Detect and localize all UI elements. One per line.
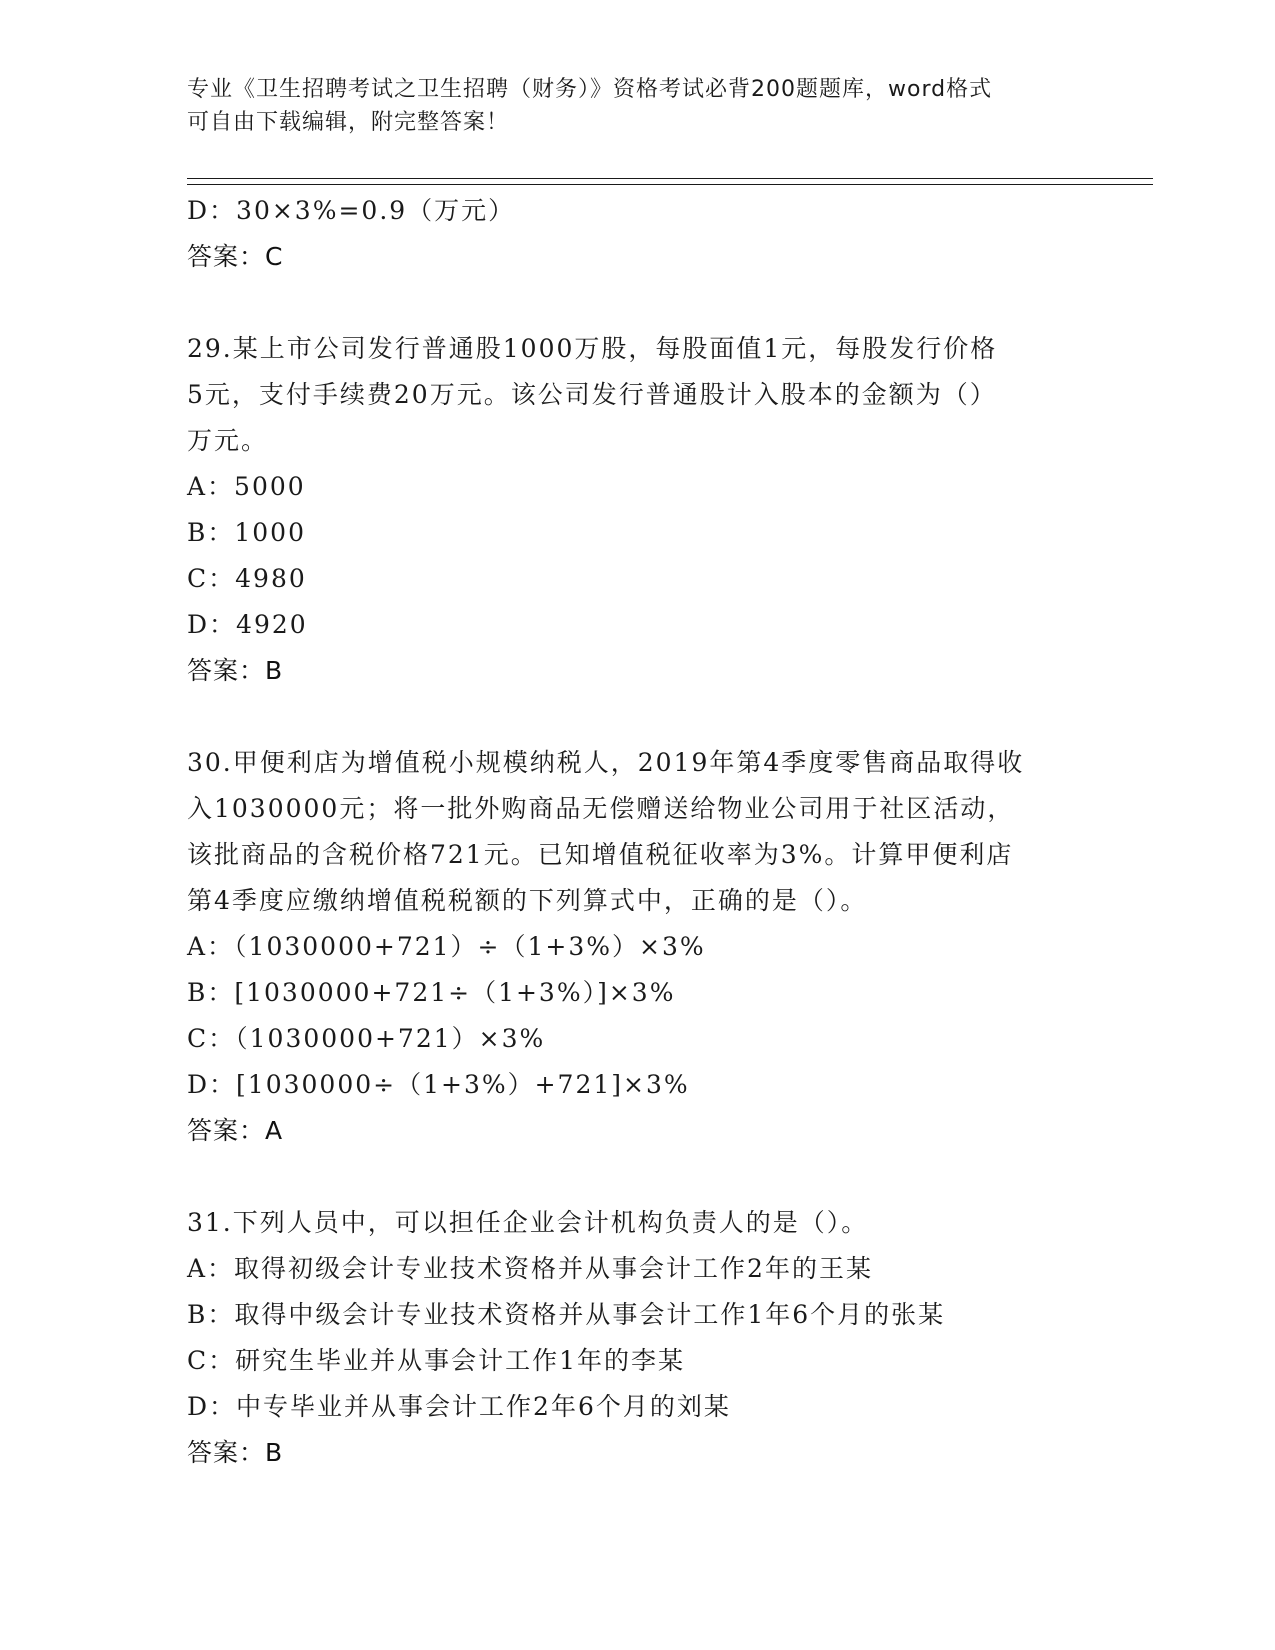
option-c: C：研究生毕业并从事会计工作1年的李某 [187, 1346, 686, 1375]
question-29 [187, 326, 1127, 694]
option-d: D：4920 [187, 610, 308, 639]
question-30 [187, 740, 1127, 1154]
question-stem-line: 31.下列人员中，可以担任企业会计机构负责人的是（）。 [187, 1208, 869, 1237]
answer-line: 答案：A [187, 1116, 284, 1145]
spacer [187, 280, 1127, 326]
option-b: B：取得中级会计专业技术资格并从事会计工作1年6个月的张某 [187, 1300, 946, 1329]
option-b: B：[1030000+721÷（1+3%）]×3% [187, 978, 676, 1007]
page-header [187, 73, 1087, 139]
question-stem-line: 入1030000元；将一批外购商品无偿赠送给物业公司用于社区活动， [187, 794, 1015, 823]
answer-line: 答案：B [187, 656, 284, 685]
header-line-1: 专业《卫生招聘考试之卫生招聘（财务）》资格考试必背200题题库，word格式 [187, 77, 993, 102]
option-c: C：4980 [187, 564, 307, 593]
header-divider [187, 178, 1153, 185]
spacer [187, 694, 1127, 740]
answer-line: 答案：C [187, 242, 284, 271]
question-stem-line: 万元。 [187, 426, 269, 455]
option-a: A：取得初级会计专业技术资格并从事会计工作2年的王某 [187, 1254, 873, 1283]
option-d: D：[1030000÷（1+3%）+721]×3% [187, 1070, 690, 1099]
question-stem-line: 第4季度应缴纳增值税税额的下列算式中，正确的是（）。 [187, 886, 868, 915]
answer-line: 答案：B [187, 1438, 284, 1467]
option-d: D：30×3%=0.9（万元） [187, 196, 516, 225]
question-stem-line: 29.某上市公司发行普通股1000万股，每股面值1元，每股发行价格 [187, 334, 998, 363]
question-stem-line: 30.甲便利店为增值税小规模纳税人，2019年第4季度零售商品取得收 [187, 748, 1025, 777]
header-line-2: 可自由下载编辑，附完整答案！ [187, 110, 510, 135]
question-stem-line: 5元，支付手续费20万元。该公司发行普通股计入股本的金额为（） [187, 380, 997, 409]
spacer [187, 1154, 1127, 1200]
option-a: A：（1030000+721）÷（1+3%）×3% [187, 932, 706, 961]
option-c: C：（1030000+721）×3% [187, 1024, 546, 1053]
question-stem-line: 该批商品的含税价格721元。已知增值税征收率为3%。计算甲便利店 [187, 840, 1014, 869]
question-31 [187, 1200, 1127, 1476]
option-b: B：1000 [187, 518, 306, 547]
option-a: A：5000 [187, 472, 306, 501]
option-d: D：中专毕业并从事会计工作2年6个月的刘某 [187, 1392, 731, 1421]
previous-question-tail [187, 188, 1127, 280]
question-list [187, 188, 1127, 1476]
